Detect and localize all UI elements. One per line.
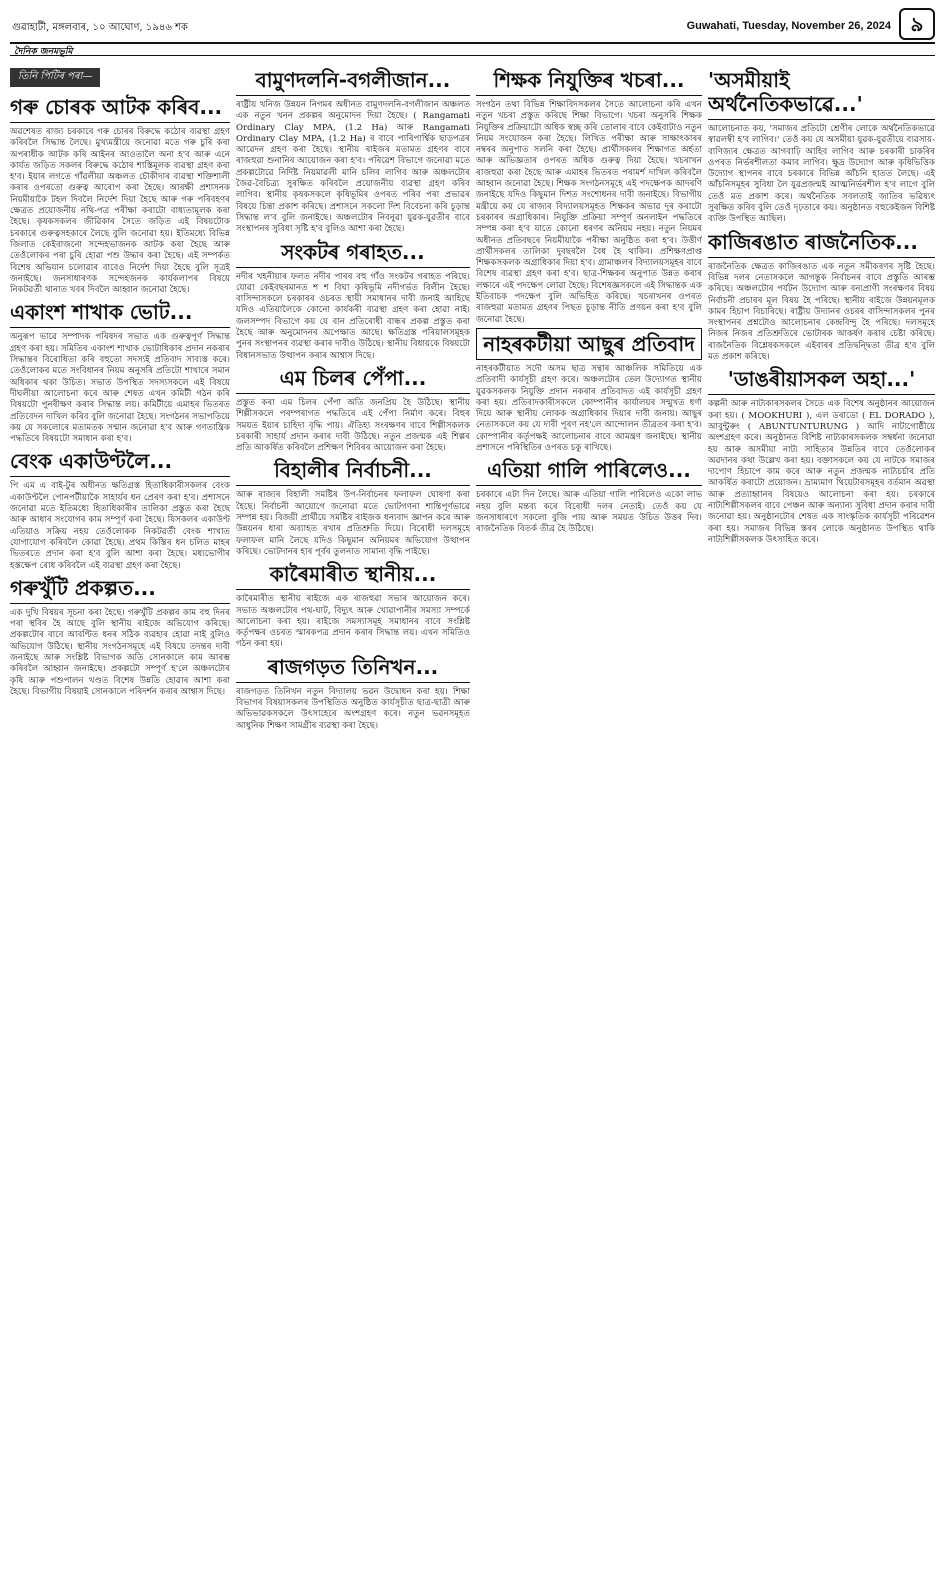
masthead	[10, 6, 935, 46]
headline-pepa: এম চিলৰ পেঁপা...	[236, 364, 470, 394]
headline-rajgarh: ৰাজগড়ত তিনিখন...	[236, 653, 470, 683]
headline-cow-thief: গৰু চোৰক আটক কৰিব...	[10, 93, 230, 123]
article-body: ৰাজগড়ত তিনিখন নতুন বিদ্যালয় ভৱন উদ্বোধন কৰা হয়। শিক্ষা বিভাগৰ বিষয়াসকলৰ উপস্থিতিত অনুষ্ঠিত কাৰ্যসূচীত ছাত্ৰ-ছাত্ৰী আৰু অভিভাৱকসকলে উৎসাহেৰে অংশগ্ৰহণ কৰে। নতুন ভৱনসমূহত আধুনিক শিক্ষণ সামগ্ৰীৰ ব্যৱস্থা কৰা হৈছে।	[236, 686, 470, 731]
article-body: অনুৰূপ ভাৱে সম্পাদক পৰিষদৰ সভাত এক গুৰুত্বপূৰ্ণ সিদ্ধান্ত গ্ৰহণ কৰা হয়। সমিতিৰ একাংশ শাখাক ভোটাধিকাৰ প্ৰদান নকৰাৰ সিদ্ধান্তৰ বিৰোধিতা কৰি বহুতো সদস্যই প্ৰতিবাদ সাব্যস্ত কৰে। তেওঁলোকৰ মতে সংবিধানৰ নিয়ম অনুসৰি প্ৰতিটো শাখাৰে সমান অধিকাৰ থকা উচিত। সভাত উপস্থিত সদস্যসকলে এই বিষয়ে দীঘলীয়া আলোচনা কৰে আৰু শেষত এখন কমিটী গঠন কৰি বিষয়টো পুনৰীক্ষণ কৰাৰ সিদ্ধান্ত লয়। কমিটীয়ে এমাহৰ ভিতৰত প্ৰতিবেদন দাখিল কৰিব বুলি জনোৱা হৈছে। সংগঠনৰ সভাপতিয়ে কয় যে সকলোৰে মতামতক সন্মান জনোৱা হ'ব আৰু গণতান্ত্ৰিক পদ্ধতিৰে বিষয়টো সমাধান কৰা হ'ব।	[10, 332, 230, 445]
headline-now-abuse: এতিয়া গালি পাৰিলেও...	[476, 456, 702, 486]
article-body: আৰু ৰাজ্যৰ বিহালী সমষ্টিৰ উপ-নিৰ্বাচনৰ ফলাফল ঘোষণা কৰা হৈছে। নিৰ্বাচনী আয়োগে জনোৱা মতে ভোটগণনা শান্তিপূৰ্ণভাৱে সম্পন্ন হয়। বিজয়ী প্ৰাৰ্থীয়ে সমষ্টিৰ ৰাইজক ধন্যবাদ জ্ঞাপন কৰে আৰু উন্নয়নৰ ধাৰা অব্যাহত ৰখাৰ প্ৰতিশ্ৰুতি দিয়ে। বিৰোধী দলসমূহে ফলাফল মানি লৈছে যদিও কিছুমান অনিয়মৰ অভিযোগ উত্থাপন কৰিছে। ভোটদানৰ হাৰ পূৰ্বৰ তুলনাত সামান্য বৃদ্ধি পাইছে।	[236, 490, 470, 557]
dateline-english: Guwahati, Tuesday, November 26, 2024	[686, 20, 891, 32]
article-body: চৰকাৰে এটা দিন লৈছে। আৰু এতিয়া গালি পাৰিলেও একো লাভ নহয় বুলি মন্তব্য কৰে বিৰোধী দলৰ নেতাই। তেওঁ কয় যে জনসাধাৰণে সকলো বুজি পায় আৰু সময়ত উচিত উত্তৰ দিব। ৰাজনৈতিক বিতৰ্ক তীব্ৰ হৈ উঠিছে।	[476, 490, 702, 535]
headline-branch-vote: একাংশ শাখাক ভোট...	[10, 298, 230, 328]
article-body: নাহৰকটীয়াত সদৌ অসম ছাত্ৰ সন্থাৰ আঞ্চলিক সমিতিয়ে এক প্ৰতিবাদী কাৰ্যসূচী গ্ৰহণ কৰে। অঞ্চলটোৰ তেল উদ্যোগত স্থানীয় যুৱকসকলক নিযুক্তি প্ৰদান নকৰাৰ প্ৰতিবাদত এই কাৰ্যসূচী গ্ৰহণ কৰা হয়। প্ৰতিবাদকাৰীসকলে কোম্পানীৰ কাৰ্যালয়ৰ সন্মুখত ধৰ্ণা দিয়ে আৰু স্থানীয় লোকক অগ্ৰাধিকাৰ দিয়াৰ দাবী জনায়। আছুৰ নেতাসকলে কয় যে দাবী পূৰণ নহ'লে আন্দোলন তীব্ৰতৰ কৰা হ'ব। কোম্পানীৰ কৰ্তৃপক্ষই আলোচনাৰ বাবে আমন্ত্ৰণ জনাইছে। স্থানীয় প্ৰশাসনে পৰিস্থিতিৰ ওপৰত চকু ৰাখিছে।	[476, 363, 702, 454]
headline-karaimari: কাৰৈমাৰীত স্থানীয়...	[236, 560, 470, 590]
article-body: ৰাষ্ট্ৰীয় খনিজ উন্নয়ন নিগমৰ অধীনত বামুণদলনি-বগলীজান অঞ্চলত এক নতুন খনন প্ৰকল্পৰ অনুমোদন দিয়া হৈছে। ( Rangamati Ordinary Clay MPA, (1.2 Ha) আৰু Rangamati Ordinary Clay MPA, (1.2 Ha) ৰ বাবে পাৰিপাৰ্শ্বিক ছাড়পত্ৰৰ আৱেদন গ্ৰহণ কৰা হৈছে। স্থানীয় ৰাইজৰ মতামত গ্ৰহণৰ বাবে ৰাজহুৱা শুনানিৰ আয়োজন কৰা হ'ব। পৰিৱেশ বিভাগে জনোৱা মতে প্ৰকল্পটোৱে নিৰ্দিষ্ট নিয়মাৱলী মানি চলিব লাগিব আৰু অঞ্চলটোৰ জৈৱ-বৈচিত্ৰ্য সুৰক্ষিত কৰিবলৈ প্ৰয়োজনীয় ব্যৱস্থা গ্ৰহণ কৰিব লাগিব। স্থানীয় কৃষকসকলে কৃষিভূমিৰ ওপৰত পৰিব পৰা প্ৰভাৱৰ বিষয়ে চিন্তা প্ৰকাশ কৰিছে। প্ৰশাসনে সকলো দিশ বিবেচনা কৰি চূড়ান্ত সিদ্ধান্ত ল'ব বুলি জনাইছে। অঞ্চলটোৰ নিবনুৱা যুৱক-যুৱতীৰ বাবে সংস্থাপনৰ সুবিধা সৃষ্টি হ'ব বুলিও আশা কৰা হৈছে।	[236, 100, 470, 235]
headline-assamese-economic: 'অসমীয়াই অৰ্থনৈতিকভাৱে...'	[708, 66, 935, 120]
article-body: সংগঠন তথা বিভিন্ন শিক্ষাবিদসকলৰ সৈতে আলোচনা কৰি এখন নতুন খচৰা প্ৰস্তুত কৰিছে শিক্ষা বিভাগে। খচৰা অনুসৰি শিক্ষক নিযুক্তিৰ প্ৰক্ৰিয়াটো অধিক স্বচ্ছ কৰি তোলাৰ বাবে কেইবাটাও নতুন নিয়ম সংযোজন কৰা হৈছে। লিখিত পৰীক্ষা আৰু সাক্ষাৎকাৰৰ নম্বৰৰ অনুপাত সলনি কৰা হৈছে। প্ৰাৰ্থীসকলৰ শিক্ষাগত অৰ্হতা আৰু অভিজ্ঞতাৰ ওপৰত অধিক গুৰুত্ব দিয়া হৈছে। খচৰাখন ৰাজহুৱা কৰা হৈছে আৰু এমাহৰ ভিতৰত পৰামৰ্শ দাখিল কৰিবলৈ আহ্বান জনোৱা হৈছে। শিক্ষক সংগঠনসমূহে এই পদক্ষেপক আদৰণি জনাইছে যদিও কিছুমান দিশত সংশোধনৰ দাবী জনাইছে। বিভাগীয় মন্ত্ৰীয়ে কয় যে ৰাজ্যৰ বিদ্যালয়সমূহত শিক্ষকৰ অভাৱ দূৰ কৰাটো চৰকাৰৰ অগ্ৰাধিকাৰ। নিযুক্তি প্ৰক্ৰিয়া সম্পূৰ্ণ অনলাইন পদ্ধতিৰে সম্পন্ন কৰা হ'ব যাতে কোনো ধৰণৰ অনিয়ম নহয়। নতুন নিয়মৰ অধীনত প্ৰতিবছৰে নিয়মীয়াকৈ পৰীক্ষা অনুষ্ঠিত কৰা হ'ব। উত্তীৰ্ণ প্ৰাৰ্থীসকলৰ তালিকা দুবছৰলৈ বৈধ হৈ থাকিব। প্ৰশিক্ষণপ্ৰাপ্ত শিক্ষকসকলক অগ্ৰাধিকাৰ দিয়া হ'ব। গ্ৰামাঞ্চলৰ বিদ্যালয়সমূহৰ বাবে বিশেষ ব্যৱস্থা গ্ৰহণ কৰা হ'ব। ছাত্ৰ-শিক্ষকৰ অনুপাত উন্নত কৰাৰ লক্ষ্যৰে এই পদক্ষেপ লোৱা হৈছে। বিশেষজ্ঞসকলে এই সিদ্ধান্তক এক ইতিবাচক পদক্ষেপ বুলি অভিহিত কৰিছে। খচৰাখনৰ ওপৰত ৰাজহুৱা মতামত গ্ৰহণৰ পিছত চূড়ান্ত নীতি প্ৰণয়ন কৰা হ'ব বুলি জনোৱা হৈছে।	[476, 100, 702, 325]
article-body: নদীৰ খহনীয়াৰ ফলত নদীৰ পাৰৰ বহু গাঁও সংকটৰ গৰাহত পৰিছে। যোৱা কেইবছৰমানত শ শ বিঘা কৃষিভূমি নদীগৰ্ভত বিলীন হৈছে। বাসিন্দাসকলে চৰকাৰৰ ওচৰত স্থায়ী সমাধানৰ দাবী জনাই আহিছে যদিও এতিয়ালৈকে কোনো কাৰ্যকৰী ব্যৱস্থা গ্ৰহণ কৰা হোৱা নাই। জলসম্পদ বিভাগে কয় যে বান প্ৰতিৰোধী বান্ধৰ প্ৰকল্প প্ৰস্তুত কৰা হৈছে আৰু অনুমোদনৰ অপেক্ষাত আছে। ক্ষতিগ্ৰস্ত পৰিয়ালসমূহক পুনৰ সংস্থাপনৰ ব্যৱস্থা কৰাৰ দাবীও উঠিছে। স্থানীয় বিধায়কে বিষয়টো বিধানসভাত উত্থাপন কৰাৰ আশ্বাস দিছে।	[236, 271, 470, 361]
page-number: ৯	[899, 8, 935, 40]
article-body: পি এম এ বাই-টুৰ অধীনত ক্ষতিগ্ৰস্ত হিতাধিকাৰীসকলৰ বেংক একাউণ্টলৈ পোনপটীয়াকৈ সাহাৰ্যৰ ধন প্ৰেৰণ কৰা হ'ব। প্ৰশাসনে জনোৱা মতে ইতিমধ্যে হিতাধিকাৰীৰ তালিকা প্ৰস্তুত কৰা হৈছে আৰু আধাৰ সংযোগৰ কাম সম্পূৰ্ণ কৰা হৈছে। যিসকলৰ একাউণ্ট এতিয়াও সক্ৰিয় নহয় তেওঁলোকক নিকটৱৰ্তী বেংক শাখাত যোগাযোগ কৰিবলৈ কোৱা হৈছে। প্ৰথম কিস্তিৰ ধন চলিত মাহৰ ভিতৰতে প্ৰদান কৰা হ'ব বুলি আশা কৰা হৈছে। মধ্যভোগীৰ হস্তক্ষেপ ৰোধ কৰিবলৈ এই ব্যৱস্থা গ্ৰহণ কৰা হৈছে।	[10, 481, 230, 571]
headline-naharkatia-protest: নাহৰকটীয়া আছুৰ প্ৰতিবাদ	[476, 328, 702, 360]
article-body: এক দুখি বিষয়ৰ সূচনা কৰা হৈছে। গৰুখুঁটি প্ৰকল্পৰ কাম বহু দিনৰ পৰা স্থবিৰ হৈ আছে বুলি স্থানীয় ৰাইজে অভিযোগ কৰিছে। প্ৰকল্পটোৰ বাবে আবণ্টিত ধনৰ সঠিক ব্যৱহাৰ হোৱা নাই বুলিও অভিযোগ উঠিছে। স্থানীয় সংগঠনসমূহে এই বিষয়ে তদন্তৰ দাবী জনাইছে আৰু সংশ্লিষ্ট বিভাগক অতি সোনকালে কাম আৰম্ভ কৰিবলৈ আহ্বান জনাইছে। প্ৰকল্পটো সম্পূৰ্ণ হ'লে অঞ্চলটোৰ কৃষি আৰু পশুপালন খণ্ডত বিশেষ উন্নতি হোৱাৰ আশা কৰা হৈছে। বিভাগীয় বিষয়াই সোনকালে পৰিদৰ্শন কৰাৰ আশ্বাস দিছে।	[10, 607, 230, 697]
article-body: কল্পনী আৰু নাট্যকাৰসকলৰ সৈতে এক বিশেষ অনুষ্ঠানৰ আয়োজন কৰা হয়। ( MOOKHURI ), এল ডৰাডো ( EL DORADO ), আবুন্টুৰুং ( ABUNTUNTURUNG ) আদি নাট্যগোষ্ঠীয়ে অংশগ্ৰহণ কৰে। অনুষ্ঠানত বিশিষ্ট নাট্যকাৰসকলক সম্বৰ্ধনা জনোৱা হয় আৰু অসমীয়া নাট্য সাহিত্যৰ উন্নতিৰ বাবে তেওঁলোকৰ অৱদানৰ কথা উল্লেখ কৰা হয়। বক্তাসকলে কয় যে নাটকে সমাজৰ দাপোণ হিচাপে কাম কৰে আৰু নতুন প্ৰজন্মক নাট্যচৰ্চাৰ প্ৰতি আকৰ্ষিত কৰাটো প্ৰয়োজন। ভ্ৰাম্যমাণ থিয়েটাৰসমূহৰ বৰ্তমান অৱস্থা আৰু প্ৰত্যাহ্বানৰ বিষয়েও আলোচনা কৰা হয়। চৰকাৰে নাট্যশিল্পীসকলৰ বাবে পেঞ্চন আৰু অন্যান্য সুবিধা প্ৰদান কৰাৰ দাবী জনোৱা হয়। অনুষ্ঠানটোৰ শেষত এক সাংস্কৃতিক কাৰ্যসূচী পৰিৱেশন কৰা হয়। সমাজৰ বিভিন্ন স্তৰৰ লোকে অনুষ্ঠানত উপস্থিত থাকি নাট্যশিল্পীসকলক উৎসাহিত কৰে।	[708, 399, 935, 545]
article-body: ৰাজনৈতিক ক্ষেত্ৰত কাজিৰঙাত এক নতুন সমীকৰণৰ সৃষ্টি হৈছে। বিভিন্ন দলৰ নেতাসকলে আগন্তুক নিৰ্বাচনৰ বাবে প্ৰস্তুতি আৰম্ভ কৰিছে। অঞ্চলটোৰ পৰ্যটন উদ্যোগ আৰু বন্যপ্ৰাণী সংৰক্ষণৰ বিষয় নিৰ্বাচনী প্ৰচাৰৰ মূল বিষয় হৈ পৰিছে। স্থানীয় ৰাইজে উন্নয়নমূলক কামৰ হিচাপ বিচাৰিছে। ৰাষ্ট্ৰীয় উদ্যানৰ ওচৰৰ বাসিন্দাসকলৰ পুনৰ সংস্থাপনৰ প্ৰশ্নটোও আলোচনাৰ কেন্দ্ৰবিন্দু হৈ পৰিছে। দলসমূহে নিজৰ নিজৰ প্ৰতিশ্ৰুতিৰে ভোটাৰক আকৰ্ষণ কৰাৰ চেষ্টা কৰিছে। ৰাজনৈতিক বিশ্লেষকসকলে এইবাৰৰ প্ৰতিদ্বন্দ্বিতা তীব্ৰ হ'ব বুলি মত প্ৰকাশ কৰিছে।	[708, 261, 935, 363]
article-body: কাৰৈমাৰীত স্থানীয় ৰাইজে এক ৰাজহুৱা সভাৰ আয়োজন কৰে। সভাত অঞ্চলটোৰ পথ-ঘাট, বিদ্যুৎ আৰু খোৱাপানীৰ সমস্যা সম্পৰ্কে আলোচনা কৰা হয়। ৰাইজে সমস্যাসমূহ সমাধানৰ বাবে সংশ্লিষ্ট কৰ্তৃপক্ষৰ ওচৰত স্মাৰকপত্ৰ প্ৰদান কৰাৰ সিদ্ধান্ত লয়। এখন সমিতিও গঠন কৰা হয়।	[236, 594, 470, 650]
headline-teacher-recruitment: শিক্ষক নিযুক্তিৰ খচৰা...	[476, 66, 702, 96]
headline-dangoriya: 'ডাঙৰীয়াসকল অহা...'	[708, 365, 935, 395]
dateline-assamese: গুৱাহাটী, মঙ্গলবাৰ, ১০ আঘোণ, ১৯৪৬ শক	[12, 22, 188, 33]
article-body: অৱশেষত ৰাজ্য চৰকাৰে গৰু চোৰৰ বিৰুদ্ধে কঠোৰ ব্যৱস্থা গ্ৰহণ কৰিবলৈ সিদ্ধান্ত লৈছে। মুখ্যমন্ত্ৰীয়ে জনোৱা মতে গৰু চুৰি কৰা অপৰাধীক আটক কৰি আইনৰ আওতালৈ অনা হ'ব আৰু এনে কাৰ্যত জড়িত সকলৰ বিৰুদ্ধে কঠোৰ শাস্তিমূলক ব্যৱস্থা গ্ৰহণ কৰা হ'ব। ইয়াৰ লগতে গাঁৱলীয়া অঞ্চলত চৌকীদাৰ ব্যৱস্থা শক্তিশালী কৰাৰ ওপৰতো গুৰুত্ব আৰোপ কৰা হৈছে। আৰক্ষী প্ৰশাসনক নিয়মীয়াকৈ টহল দিবলৈ নিৰ্দেশ দিয়া হৈছে আৰু গৰু পৰিবহণৰ ক্ষেত্ৰত প্ৰয়োজনীয় নথি-পত্ৰ পৰীক্ষা কৰাটো বাধ্যতামূলক কৰা হৈছে। কৃষকসকলৰ জীৱিকাৰ সৈতে জড়িত এই বিষয়টোক চৰকাৰে গুৰুত্বসহকাৰে লৈছে বুলি জনোৱা হয়। ইতিমধ্যে বিভিন্ন জিলাত কেইবাজনো সন্দেহভাজনক আটক কৰা হৈছে আৰু তেওঁলোকৰ পৰা চুৰি হোৱা পশু উদ্ধাৰ কৰা হৈছে। এই সম্পৰ্কত বিশেষ অভিযান চলোৱাৰ বাবেও নিৰ্দেশ দিয়া হৈছে বুলি সূত্ৰই জনাইছে। জনসাধাৰণক সন্দেহজনক কাৰ্যকলাপৰ বিষয়ে নিকটৱৰ্তী থানাত খবৰ দিবলৈ আহ্বান জনোৱা হৈছে।	[10, 127, 230, 296]
headline-behali-election: বিহালীৰ নিৰ্বাচনী...	[236, 456, 470, 486]
section-tag: তিনি পিটিৰ পৰা—	[10, 68, 100, 87]
column-1	[10, 64, 230, 1551]
column-4	[708, 64, 935, 1551]
column-2	[236, 64, 470, 1551]
headline-bamundolni: বামুণদলনি-বগলীজান...	[236, 66, 470, 96]
article-body: প্ৰস্তুত কৰা এম চিলৰ পেঁপা অতি জনপ্ৰিয় হৈ উঠিছে। স্থানীয় শিল্পীসকলে পৰম্পৰাগত পদ্ধতিৰে এই পেঁপা নিৰ্মাণ কৰে। বিহুৰ সময়ত ইয়াৰ চাহিদা বৃদ্ধি পায়। ঐতিহ্য সংৰক্ষণৰ বাবে শিল্পীসকলক চৰকাৰী সাহাৰ্য প্ৰদান কৰাৰ দাবী উঠিছে। নতুন প্ৰজন্মক এই শিল্পৰ প্ৰতি আকৰ্ষিত কৰিবলৈ প্ৰশিক্ষণ শিবিৰৰ আয়োজন কৰা হৈছে।	[236, 397, 470, 454]
headline-kaziranga-political: কাজিৰঙাত ৰাজনৈতিক...	[708, 228, 935, 258]
headline-garukhunti-project: গৰুখুঁটি প্ৰকল্পত...	[10, 574, 230, 604]
headline-crisis: সংকটৰ গৰাহত...	[236, 238, 470, 268]
publication-name: দৈনিক জনমভূমি	[14, 47, 73, 57]
publication-bar	[10, 42, 935, 56]
column-3	[476, 64, 702, 1551]
headline-bank-account: বেংক একাউণ্টলৈ...	[10, 447, 230, 477]
article-body: আলোচনাত কয়, 'সমাজৰ প্ৰতিটো শ্ৰেণীৰ লোকে অৰ্থনৈতিকভাৱে স্বাৱলম্বী হ'ব লাগিব।' তেওঁ কয় যে অসমীয়া যুৱক-যুৱতীয়ে ব্যৱসায়-বাণিজ্যৰ ক্ষেত্ৰত আগবাঢ়ি আহিব লাগিব আৰু চৰকাৰী চাকৰিৰ ওপৰত নিৰ্ভৰশীলতা কমাব লাগিব। ক্ষুদ্ৰ উদ্যোগ আৰু কৃষিভিত্তিক উদ্যোগ স্থাপনৰ বাবে চৰকাৰে বিভিন্ন আঁচনি হাতত লৈছে। এই আঁচনিসমূহৰ সুবিধা লৈ যুৱপ্ৰজন্মই আত্মনিৰ্ভৰশীল হ'ব লাগে বুলি তেওঁ মত প্ৰকাশ কৰে। অৰ্থনৈতিক সবলতাই জাতিৰ ভৱিষ্যৎ সুৰক্ষিত কৰিব বুলি তেওঁ দৃঢ়তাৰে কয়। অনুষ্ঠানত বহুকেইজন বিশিষ্ট ব্যক্তি উপস্থিত আছিল।	[708, 124, 935, 225]
